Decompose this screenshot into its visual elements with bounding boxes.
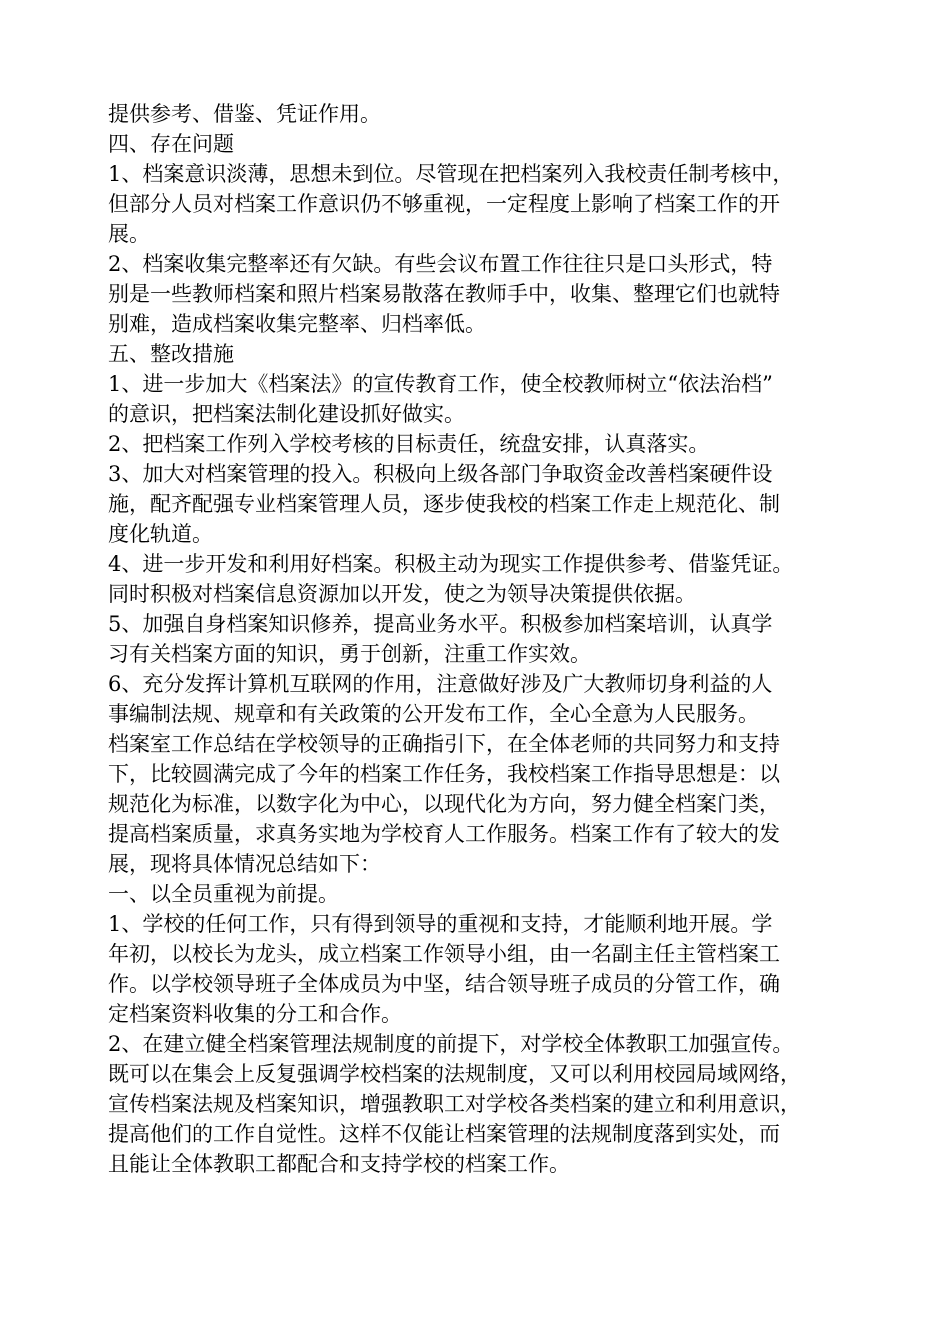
text-line: 提高档案质量，求真务实地为学校育人工作服务。档案工作有了较大的发 [108,822,780,846]
text-line: 习有关档案方面的知识，勇于创新，注重工作实效。 [108,642,591,666]
text-line: 别是一些教师档案和照片档案易散落在教师手中，收集、整理它们也就特 [108,282,780,306]
text-line: 1、档案意识淡薄，思想未到位。尽管现在把档案列入我校责任制考核中， [108,162,794,186]
text-line: 但部分人员对档案工作意识仍不够重视，一定程度上影响了档案工作的开 [108,192,780,216]
text-line: 提供参考、借鉴、凭证作用。 [108,102,381,126]
text-line: 既可以在集会上反复强调学校档案的法规制度，又可以利用校园局域网络， [108,1062,801,1086]
text-line: 规范化为标准，以数字化为中心，以现代化为方向，努力健全档案门类， [108,792,780,816]
text-line: 3、加大对档案管理的投入。积极向上级各部门争取资金改善档案硬件设 [108,462,773,486]
text-line: 展。 [108,222,150,246]
section-heading: 五、整改措施 [108,342,234,366]
section-heading: 一、以全员重视为前提。 [108,882,339,906]
text-line: 年初，以校长为龙头，成立档案工作领导小组，由一名副主任主管档案工 [108,942,780,966]
text-line: 施，配齐配强专业档案管理人员，逐步使我校的档案工作走上规范化、制 [108,492,780,516]
text-line: 2、档案收集完整率还有欠缺。有些会议布置工作往往只是口头形式，特 [108,252,773,276]
text-line: 定档案资料收集的分工和合作。 [108,1002,402,1026]
text-line: 的意识，把档案法制化建设抓好做实。 [108,402,465,426]
text-line: 度化轨道。 [108,522,213,546]
text-line: 作。以学校领导班子全体成员为中坚，结合领导班子成员的分管工作，确 [108,972,780,996]
text-line: 提高他们的工作自觉性。这样不仅能让档案管理的法规制度落到实处，而 [108,1122,780,1146]
section-heading: 四、存在问题 [108,132,234,156]
text-line: 档案室工作总结在学校领导的正确指引下，在全体老师的共同努力和支持 [108,732,780,756]
text-line: 展，现将具体情况总结如下： [108,852,381,876]
text-line: 1、进一步加大《档案法》的宣传教育工作，使全校教师树立“依法治档” [108,372,773,396]
text-line: 事编制法规、规章和有关政策的公开发布工作，全心全意为人民服务。 [108,702,759,726]
text-line: 1、学校的任何工作，只有得到领导的重视和支持，才能顺利地开展。学 [108,912,773,936]
text-line: 5、加强自身档案知识修养，提高业务水平。积极参加档案培训，认真学 [108,612,773,636]
text-line: 6、充分发挥计算机互联网的作用，注意做好涉及广大教师切身利益的人 [108,672,773,696]
text-line: 且能让全体教职工都配合和支持学校的档案工作。 [108,1152,570,1176]
text-line: 宣传档案法规及档案知识，增强教职工对学校各类档案的建立和利用意识， [108,1092,801,1116]
text-line: 同时积极对档案信息资源加以开发，使之为领导决策提供依据。 [108,582,696,606]
text-line: 下，比较圆满完成了今年的档案工作任务，我校档案工作指导思想是：以 [108,762,780,786]
text-line: 4、进一步开发和利用好档案。积极主动为现实工作提供参考、借鉴凭证。 [108,552,794,576]
text-line: 2、把档案工作列入学校考核的目标责任，统盘安排，认真落实。 [108,432,710,456]
text-line: 别难，造成档案收集完整率、归档率低。 [108,312,486,336]
document-body [108,99,858,1179]
text-line: 2、在建立健全档案管理法规制度的前提下，对学校全体教职工加强宣传。 [108,1032,794,1056]
